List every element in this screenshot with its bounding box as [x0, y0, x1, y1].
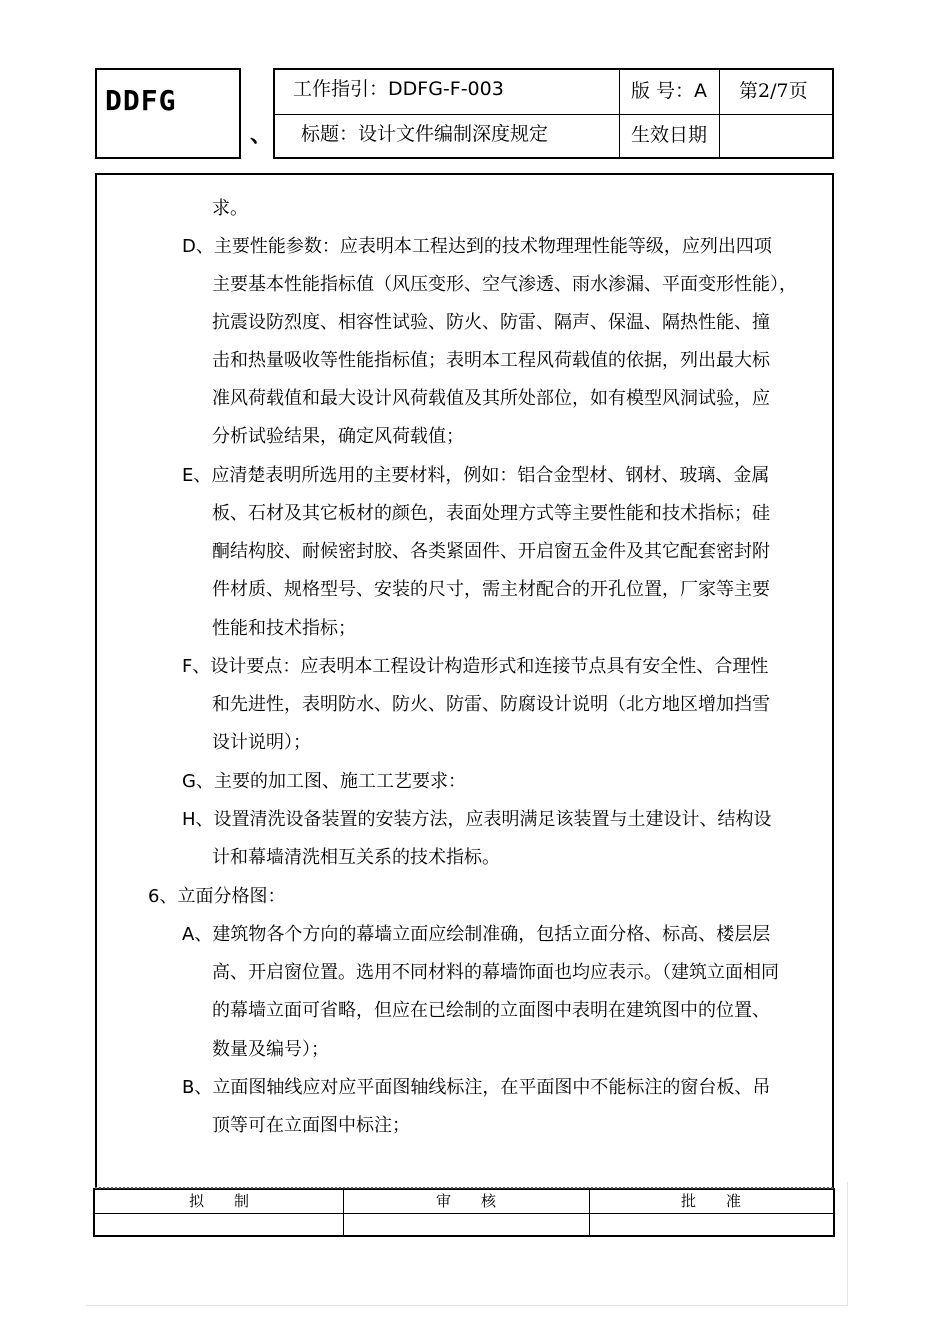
body-line: H、设置清洗设备装置的安装方法，应表明满足该装置与土建设计、结构设 — [182, 809, 772, 830]
body-line: 的幕墙立面可省略，但应在已绘制的立面图中表明在建筑图中的位置、 — [212, 1000, 770, 1021]
body-line: G、主要的加工图、施工工艺要求： — [182, 771, 466, 792]
body-line: 性能和技术指标； — [212, 618, 356, 639]
company-logo-box — [95, 68, 241, 159]
body-line: 顶等可在立面图中标注； — [212, 1115, 410, 1136]
body-line: 板、石材及其它板材的颜色，表面处理方式等主要性能和技术指标；硅 — [212, 503, 770, 524]
page-number: 第2/7页 — [739, 80, 808, 102]
company-logo: DDFG — [105, 84, 177, 117]
body-line: 高、开启窗位置。选用不同材料的幕墙饰面也均应表示。（建筑立面相同 — [212, 962, 779, 983]
effective-date-label: 生效日期 — [631, 124, 708, 146]
separator-mark: 、 — [250, 123, 273, 148]
document-header-table — [273, 68, 834, 159]
body-line: 件材质、规格型号、安装的尺寸，需主材配合的开孔位置，厂家等主要 — [212, 579, 770, 600]
body-line: F、设计要点：应表明本工程设计构造形式和连接节点具有安全性、合理性 — [182, 656, 769, 677]
page-edge-vertical — [847, 1182, 848, 1306]
review-label: 审核 — [435, 1192, 526, 1210]
body-line: A、建筑物各个方向的幕墙立面应绘制准确，包括立面分格、标高、楼层层 — [182, 924, 771, 945]
draft-label: 拟制 — [188, 1192, 279, 1210]
body-line: 击和热量吸收等性能指标值；表明本工程风荷载值的依据，列出最大标 — [212, 350, 770, 371]
body-line: 抗震设防烈度、相容性试验、防火、防雷、隔声、保温、隔热性能、撞 — [212, 312, 770, 333]
body-line: B、立面图轴线应对应平面图轴线标注，在平面图中不能标注的窗台板、吊 — [182, 1077, 771, 1098]
document-title: 标题：设计文件编制深度规定 — [301, 123, 549, 145]
body-line: 主要基本性能指标值（风压变形、空气渗透、雨水渗漏、平面变形性能）， — [212, 274, 797, 295]
body-line: 酮结构胶、耐候密封胶、各类紧固件、开启窗五金件及其它配套密封附 — [212, 541, 770, 562]
body-line: D、主要性能参数：应表明本工程达到的技术物理理性能等级，应列出四项 — [182, 236, 772, 257]
version-label: 版 号：A — [631, 80, 708, 102]
body-line: 分析试验结果，确定风荷载值； — [212, 426, 464, 447]
approve-label: 批准 — [680, 1192, 771, 1210]
work-guide-code: 工作指引：DDFG-F-003 — [293, 78, 504, 100]
body-line: E、应清楚表明所选用的主要材料，例如：铝合金型材、钢材、玻璃、金属 — [182, 465, 770, 486]
body-line: 6、立面分格图： — [148, 886, 286, 907]
page-edge-horizontal — [86, 1305, 848, 1306]
body-line: 和先进性，表明防水、防火、防雷、防腐设计说明（北方地区增加挡雪 — [212, 694, 770, 715]
body-line: 数量及编号）； — [212, 1039, 329, 1060]
body-line: 求。 — [212, 198, 248, 219]
body-line: 计和幕墙清洗相互关系的技术指标。 — [212, 847, 500, 868]
signature-table — [93, 1188, 835, 1237]
body-line: 设计说明）； — [212, 732, 311, 753]
body-line: 准风荷载值和最大设计风荷载值及其所处部位，如有模型风洞试验，应 — [212, 388, 770, 409]
